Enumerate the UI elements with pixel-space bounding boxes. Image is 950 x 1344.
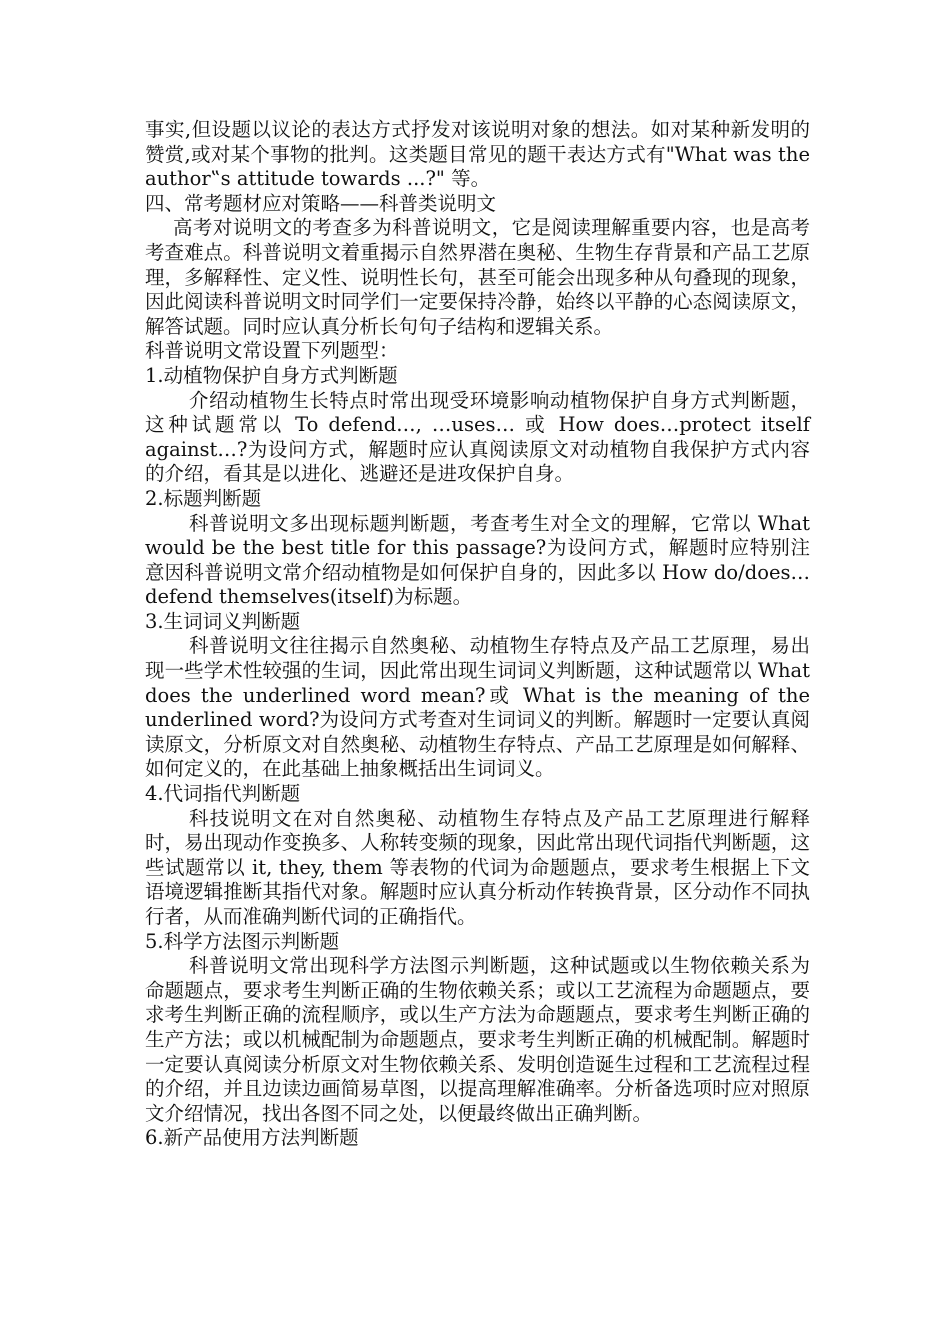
heading-type-4: 4.代词指代判断题 <box>145 782 301 806</box>
heading-type-5: 5.科学方法图示判断题 <box>145 929 340 953</box>
paragraph-intro-continuation: 事实,但设题以议论的表达方式抒发对该说明对象的想法。如对某种新发明的赞赏,或对某个事物的批判。这类题目常见的题干表达方式有"What was the author‟s attitude towards ...?" 等。 <box>145 118 810 191</box>
heading-type-2: 2.标题判断题 <box>145 486 262 510</box>
heading-type-3: 3.生词词义判断题 <box>145 609 301 633</box>
paragraph-type-2: 科普说明文多出现标题判断题，考查考生对全文的理解，它常以 What would be the best title for this passage?为设问方式，解题时应特别注意因科普说明文常介绍动植物是如何保护自身的，因此多以 How do/does…defend themselves(itself)为标题。 <box>145 511 810 609</box>
heading-type-1: 1.动植物保护自身方式判断题 <box>145 363 398 387</box>
paragraph-type-3: 科普说明文往往揭示自然奥秘、动植物生存特点及产品工艺原理，易出现一些学术性较强的生词，因此常出现生词词义判断题，这种试题常以 What does the underlined word mean?或 What is the meaning of the underlined word?为设问方式考查对生词词义的判断。解题时一定要认真阅读原文，分析原文对自然奥秘、动植物生存特点、产品工艺原理是如何解释、如何定义的，在此基础上抽象概括出生词词义。 <box>145 634 810 781</box>
document-page <box>145 118 810 1151</box>
section-heading-science-texts: 四、常考题材应对策略——科普类说明文 <box>145 191 497 215</box>
paragraph-science-overview: 高考对说明文的考查多为科普说明文，它是阅读理解重要内容，也是高考考查难点。科普说明文着重揭示自然界潜在奥秘、生物生存背景和产品工艺原理，多解释性、定义性、说明性长句，甚至可能会出现多种从句叠现的现象，因此阅读科普说明文时同学们一定要保持冷静，始终以平静的心态阅读原文，解答试题。同时应认真分析长句句子结构和逻辑关系。 <box>145 216 810 338</box>
paragraph-type-1: 介绍动植物生长特点时常出现受环境影响动植物保护自身方式判断题，这种试题常以 To defend…, …uses… 或 How does…protect itself against…?为设问方式，解题时应认真阅读原文对动植物自我保护方式内容的介绍，看其是以进化、逃避还是进攻保护自身。 <box>145 388 810 486</box>
subheading-question-types: 科普说明文常设置下列题型： <box>145 339 399 363</box>
paragraph-type-4: 科技说明文在对自然奥秘、动植物生存特点及产品工艺原理进行解释时，易出现动作变换多、人称转变频的现象，因此常出现代词指代判断题，这些试题常以 it, they, them 等表物的代词为命题题点，要求考生根据上下文语境逻辑推断其指代对象。解题时应认真分析动作转换背景，区分动作不同执行者，从而准确判断代词的正确指代。 <box>145 806 810 928</box>
paragraph-type-5: 科普说明文常出现科学方法图示判断题，这种试题或以生物依赖关系为命题题点，要求考生判断正确的生物依赖关系；或以工艺流程为命题题点，要求考生判断正确的流程顺序，或以生产方法为命题题点，要求考生判断正确的生产方法；或以机械配制为命题题点，要求考生判断正确的机械配制。解题时一定要认真阅读分析原文对生物依赖关系、发明创造诞生过程和工艺流程过程的介绍，并且边读边画简易草图，以提高理解准确率。分析备选项时应对照原文介绍情况，找出各图不同之处，以便最终做出正确判断。 <box>145 954 810 1125</box>
heading-type-6: 6.新产品使用方法判断题 <box>145 1126 359 1150</box>
